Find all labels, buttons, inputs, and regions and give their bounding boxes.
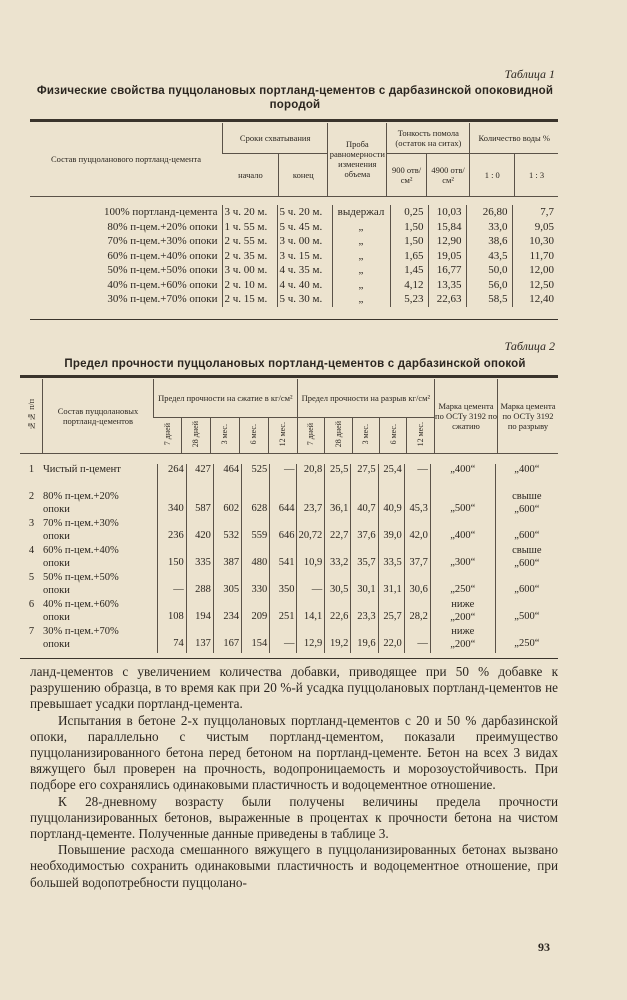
tension-value: 37,7	[404, 545, 430, 572]
table2-row	[20, 545, 558, 572]
compression-value: 335	[186, 545, 213, 572]
tension-value: 20,72	[297, 518, 325, 545]
grade-compression	[430, 545, 495, 572]
table1-cell: 13,35	[428, 278, 466, 293]
compression-age-header: 3 мес.	[210, 417, 239, 453]
tension-age-header: 12 мес.	[407, 417, 435, 453]
compression-value: 350	[270, 572, 297, 599]
tension-value: 33,2	[325, 545, 351, 572]
table1-cell: 1,45	[390, 263, 428, 278]
t1-h-setting: Сроки схватывания	[223, 123, 328, 153]
tension-value: 33,5	[378, 545, 404, 572]
grade-line: свыше	[512, 491, 542, 502]
grade-line: ниже	[451, 599, 475, 610]
grade-line: „400“	[514, 464, 540, 475]
composition-line: опоки	[42, 503, 70, 515]
table2-row	[20, 464, 558, 491]
compression-value: —	[158, 572, 186, 599]
grade-line: „200“	[450, 611, 476, 623]
table1-cell: 1,65	[390, 249, 428, 264]
grade-line: „600“	[514, 557, 540, 569]
grade-line: „600“	[514, 584, 540, 595]
grade-line: „500“	[514, 611, 540, 622]
t1-h-fineness: Тонкость помола (остаток на ситах)	[387, 123, 470, 153]
tension-value: 22,0	[378, 626, 404, 653]
grade-tension	[495, 545, 558, 572]
tension-value: 30,1	[351, 572, 378, 599]
table2-caption: Таблица 2	[504, 339, 555, 353]
table2-cell-composition	[43, 626, 158, 653]
grade-compression	[430, 599, 495, 626]
table1-cell: 5 ч. 20 м.	[277, 205, 332, 220]
table1-row	[30, 205, 558, 220]
compression-value: —	[270, 464, 297, 491]
compression-value: 167	[213, 626, 241, 653]
grade-tension	[495, 599, 558, 626]
composition-line: 30% п-цем.+70%	[42, 626, 119, 637]
table1-cell: 0,25	[390, 205, 428, 220]
compression-value: 480	[242, 545, 270, 572]
tension-value: 19,2	[325, 626, 351, 653]
table2-row	[20, 572, 558, 599]
table2-cell-number: 6	[28, 599, 35, 610]
table1-header	[30, 123, 558, 197]
table2-cell-composition	[43, 518, 158, 545]
tension-value: 28,2	[404, 599, 430, 626]
tension-value: 19,6	[351, 626, 378, 653]
table1-cell: 19,05	[428, 249, 466, 264]
compression-value: 464	[213, 464, 241, 491]
tension-value: 22,6	[325, 599, 351, 626]
table1-cell: „	[332, 249, 390, 264]
body-text	[30, 664, 558, 891]
compression-value: 541	[270, 545, 297, 572]
tension-value: 39,0	[378, 518, 404, 545]
paragraph-1: ланд-цементов с увеличением количества добавки, приводящее при 50 % добавке к разрушению образца, в то время как при 20 %-й усадка пуццолановых портланд-цементов не превышает усадки портланд-цемента.	[30, 664, 558, 712]
grade-compression	[430, 626, 495, 653]
composition-line: 80% п-цем.+20%	[42, 491, 119, 502]
compression-value: 644	[270, 491, 297, 518]
grade-line: „200“	[450, 638, 476, 650]
table2-header	[20, 379, 558, 454]
tension-value: 36,1	[325, 491, 351, 518]
tension-value: 30,6	[404, 572, 430, 599]
compression-value: 150	[158, 545, 186, 572]
table1-cell: 3 ч. 00 м.	[277, 234, 332, 249]
grade-line: „300“	[450, 557, 476, 568]
composition-line: 40% п-цем.+60%	[42, 599, 119, 610]
composition-line: опоки	[42, 611, 70, 623]
grade-line: „250“	[514, 638, 540, 649]
grade-tension	[495, 626, 558, 653]
table1-cell: 2 ч. 55 м.	[222, 234, 277, 249]
table1-cell: 1 ч. 55 м.	[222, 220, 277, 235]
table1-cell-composition: 40% п-цем.+60% опоки	[107, 278, 218, 291]
grade-compression	[430, 491, 495, 518]
table1-row	[30, 249, 558, 264]
table1-cell: 5,23	[390, 292, 428, 307]
grade-tension	[495, 491, 558, 518]
compression-value: 559	[242, 518, 270, 545]
table1-cell: 15,84	[428, 220, 466, 235]
paragraph-3: К 28-дневному возрасту были получены величины предела прочности пуццоланизированных бетонов, выраженные в процентах к прочности бетона на чистом портланд-цементе. Полученные данные приведены в таблице 3.	[30, 793, 558, 842]
composition-line: опоки	[42, 584, 70, 596]
compression-value: 532	[213, 518, 241, 545]
table1-cell: 12,40	[512, 292, 558, 307]
compression-value: 330	[242, 572, 270, 599]
paragraph-2: Испытания в бетоне 2-х пуццолановых портланд-цементов с 20 и 50 % дарбазинской опоки, параллельно с чистым портланд-цементом, показали преимущество пуццоланизированного бетона перед бетоном на портланд-цементе. Бетон на всех 3 видах вяжущего был проверен на прочность, водопроницаемость и морозоустойчивость. При подборе его сохранялись одинаковыми пластичность и водоцементное отношение.	[30, 712, 558, 793]
table1-cell: „	[332, 220, 390, 235]
t2-h-grade-comp: Марка цемента по ОСТу 3192 по сжатию	[435, 379, 498, 453]
grade-line: „250“	[450, 584, 476, 595]
table1-cell: выдержал	[332, 205, 390, 220]
table1-caption: Таблица 1	[504, 67, 555, 81]
table2-cell-number: 4	[28, 545, 35, 556]
t2-h-grade-tens: Марка цемента по ОСТу 3192 по разрыву	[498, 379, 559, 453]
compression-value: 234	[213, 599, 241, 626]
table1-bottom-rule	[30, 319, 558, 320]
table2-cell-composition	[43, 545, 158, 572]
grade-compression	[430, 518, 495, 545]
table1-cell: 4 ч. 40 м.	[277, 278, 332, 293]
table1-cell: 2 ч. 15 м.	[222, 292, 277, 307]
compression-age-header: 12 мес.	[268, 417, 297, 453]
table1-cell: 2 ч. 35 м.	[222, 249, 277, 264]
table1-cell: 5 ч. 45 м.	[277, 220, 332, 235]
table1-title: Физические свойства пуццолановых портланд-цементов с дарбазинской опоковидной породой	[36, 85, 554, 111]
compression-value: 288	[186, 572, 213, 599]
composition-line: опоки	[42, 530, 70, 542]
grade-tension	[495, 572, 558, 599]
tension-value: 20,8	[297, 464, 325, 491]
tension-value: —	[404, 626, 430, 653]
tension-value: 40,9	[378, 491, 404, 518]
table2-cell-composition	[43, 572, 158, 599]
table2-cell-number: 3	[28, 518, 35, 529]
compression-value: 194	[186, 599, 213, 626]
compression-value: 305	[213, 572, 241, 599]
table2-body	[20, 464, 558, 653]
composition-line: 60% п-цем.+40%	[42, 545, 119, 556]
tension-value: 35,7	[351, 545, 378, 572]
t1-h-start: начало	[223, 153, 279, 196]
tension-value: 14,1	[297, 599, 325, 626]
table1-cell: 16,77	[428, 263, 466, 278]
tension-value: —	[297, 572, 325, 599]
compression-age-header: 6 мес.	[239, 417, 268, 453]
table1-row	[30, 234, 558, 249]
compression-age-header: 7 дней	[154, 417, 182, 453]
grade-line: „600“	[514, 530, 540, 541]
table1-cell: 11,70	[512, 249, 558, 264]
table1-cell: 43,5	[466, 249, 512, 264]
table1-cell: 50,0	[466, 263, 512, 278]
composition-line: опоки	[42, 638, 70, 650]
table1-cell: 7,7	[512, 205, 558, 220]
table2-cell-composition	[43, 491, 158, 518]
table1-cell: „	[332, 234, 390, 249]
grade-line: свыше	[512, 545, 542, 556]
table1-row	[30, 263, 558, 278]
tension-value: 25,7	[378, 599, 404, 626]
tension-age-header: 6 мес.	[379, 417, 406, 453]
tension-value: 45,3	[404, 491, 430, 518]
table1-cell: 1,50	[390, 220, 428, 235]
t1-h-w1: 1 : 0	[470, 153, 515, 196]
tension-age-header: 7 дней	[297, 417, 324, 453]
t2-h-tension: Предел прочности на разрыв кг/см²	[297, 379, 434, 417]
table1-cell: 5 ч. 30 м.	[277, 292, 332, 307]
composition-line: Чистый п-цемент	[42, 464, 121, 475]
table2-bottom-rule	[20, 658, 558, 659]
t1-h-sieve900: 900 отв/см²	[387, 153, 426, 196]
table1-cell: 22,63	[428, 292, 466, 307]
compression-value: 420	[186, 518, 213, 545]
tension-value: 37,6	[351, 518, 378, 545]
tension-age-header: 28 дней	[325, 417, 352, 453]
t1-h-water: Количество воды %	[470, 123, 558, 153]
table1-row	[30, 292, 558, 307]
compression-value: 236	[158, 518, 186, 545]
compression-value: 209	[242, 599, 270, 626]
tension-value: 22,7	[325, 518, 351, 545]
table1-top-rule	[30, 119, 558, 122]
paragraph-4: Повышение расхода смешанного вяжущего в пуццоланизированных бетонах вызвано необходимостью сохранить одинаковыми пластичность и водоцементное отношение, при большей водопотребности пуццолано-	[30, 842, 558, 890]
table1-cell-composition: 50% п-цем.+50% опоки	[107, 264, 218, 276]
table2-cell-number: 7	[28, 626, 35, 637]
t2-h-num: №№ п/п	[20, 379, 43, 453]
composition-line: 50% п-цем.+50%	[42, 572, 119, 583]
table2-cell-number: 2	[28, 491, 35, 502]
tension-value: 31,1	[378, 572, 404, 599]
table1-cell: 26,80	[466, 205, 512, 220]
t1-h-w2: 1 : 3	[515, 153, 558, 196]
compression-value: 108	[158, 599, 186, 626]
page-number: 93	[538, 940, 550, 954]
table1-cell-composition: 80% п-цем.+20% опоки	[107, 220, 218, 233]
compression-value: 602	[213, 491, 241, 518]
grade-compression	[430, 572, 495, 599]
table1-cell: 38,6	[466, 234, 512, 249]
t1-h-composition: Состав пуццоланового портланд-цемента	[30, 123, 223, 196]
compression-value: 137	[186, 626, 213, 653]
table1-cell-composition: 30% п-цем.+70% опоки	[107, 293, 218, 305]
table1-cell: 58,5	[466, 292, 512, 307]
table1-body	[30, 205, 558, 307]
tension-value: 27,5	[351, 464, 378, 491]
compression-value: —	[270, 626, 297, 653]
table2-row	[20, 626, 558, 653]
compression-value: 340	[158, 491, 186, 518]
t2-h-composition: Состав пуццолановых портланд-цементов	[43, 379, 154, 453]
table1-cell-composition: 60% п-цем.+40% опоки	[107, 249, 218, 262]
tension-value: 10,9	[297, 545, 325, 572]
table1-cell: „	[332, 278, 390, 293]
compression-value: 264	[158, 464, 186, 491]
t1-h-end: конец	[279, 153, 328, 196]
compression-value: 587	[186, 491, 213, 518]
table1-cell: 2 ч. 10 м.	[222, 278, 277, 293]
table1-row	[30, 220, 558, 235]
tension-value: 42,0	[404, 518, 430, 545]
table1-cell: 3 ч. 00 м.	[222, 263, 277, 278]
tension-value: 25,4	[378, 464, 404, 491]
table2-cell-number: 5	[28, 572, 35, 583]
table1-cell: 1,50	[390, 234, 428, 249]
table2-cell-composition	[43, 599, 158, 626]
table1-cell: 33,0	[466, 220, 512, 235]
table1-cell: „	[332, 292, 390, 307]
table2-row	[20, 599, 558, 626]
compression-value: 74	[158, 626, 186, 653]
compression-value: 628	[242, 491, 270, 518]
grade-line: „600“	[514, 503, 540, 515]
compression-age-header: 28 дней	[181, 417, 210, 453]
table1-cell: 3 ч. 15 м.	[277, 249, 332, 264]
table1-cell-composition: 70% п-цем.+30% опоки	[107, 235, 218, 247]
grade-line: „400“	[450, 464, 476, 475]
grade-line: ниже	[451, 626, 475, 637]
table2-row	[20, 518, 558, 545]
table1-cell: 9,05	[512, 220, 558, 235]
grade-tension	[495, 518, 558, 545]
composition-line: 70% п-цем.+30%	[42, 518, 119, 529]
grade-compression	[430, 464, 495, 491]
composition-line: опоки	[42, 557, 70, 569]
table1-cell: 4 ч. 35 м.	[277, 263, 332, 278]
tension-value: 23,7	[297, 491, 325, 518]
compression-value: 525	[242, 464, 270, 491]
grade-line: „400“	[450, 530, 476, 541]
table1-cell: 56,0	[466, 278, 512, 293]
grade-tension	[495, 464, 558, 491]
table1-cell: 10,03	[428, 205, 466, 220]
table2-cell-number: 1	[28, 464, 35, 475]
tension-value: 40,7	[351, 491, 378, 518]
tension-age-header: 3 мес.	[352, 417, 379, 453]
tension-value: 30,5	[325, 572, 351, 599]
table1-cell: 12,50	[512, 278, 558, 293]
table1-cell: 12,90	[428, 234, 466, 249]
tension-value: 12,9	[297, 626, 325, 653]
table1-cell: 4,12	[390, 278, 428, 293]
table1-cell: „	[332, 263, 390, 278]
compression-value: 251	[270, 599, 297, 626]
table1-cell: 12,00	[512, 263, 558, 278]
compression-value: 387	[213, 545, 241, 572]
tension-value: 23,3	[351, 599, 378, 626]
t2-h-compression: Предел прочности на сжатие в кг/см²	[154, 379, 298, 417]
table2-cell-composition	[43, 464, 158, 491]
table2-title: Предел прочности пуццолановых портланд-цементов с дарбазинской опокой	[64, 358, 526, 370]
table2-top-rule	[20, 375, 558, 378]
table1-cell-composition: 100% портланд-цемента	[103, 206, 218, 218]
compression-value: 646	[270, 518, 297, 545]
table1-row	[30, 278, 558, 293]
compression-value: 427	[186, 464, 213, 491]
tension-value: —	[404, 464, 430, 491]
compression-value: 154	[242, 626, 270, 653]
grade-line: „500“	[450, 503, 476, 514]
tension-value: 25,5	[325, 464, 351, 491]
table2-row	[20, 491, 558, 518]
table1-cell: 10,30	[512, 234, 558, 249]
table1-cell: 3 ч. 20 м.	[222, 205, 277, 220]
t1-h-sieve4900: 4900 отв/см²	[426, 153, 470, 196]
t1-h-soundness: Проба равномерности изменения объема	[328, 123, 387, 196]
